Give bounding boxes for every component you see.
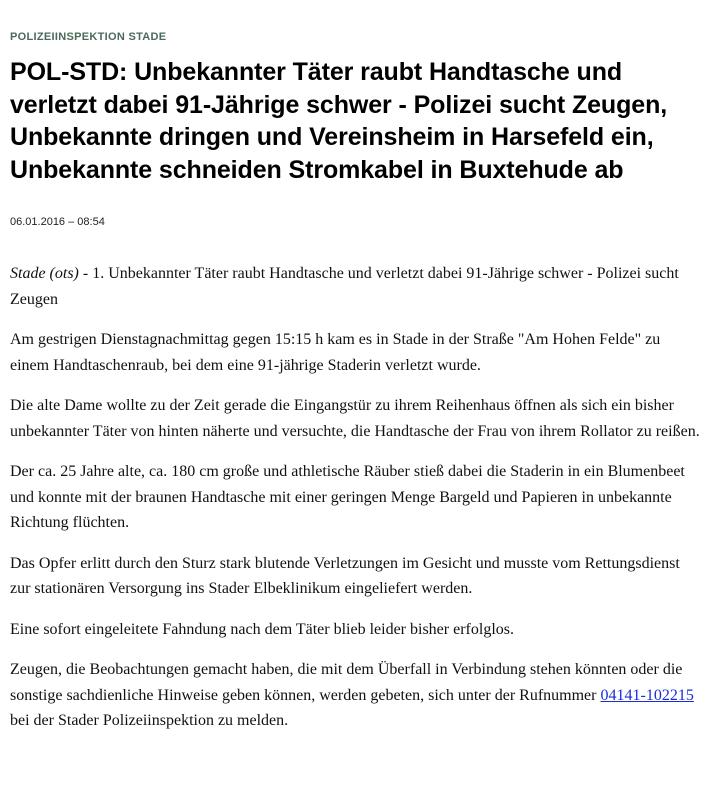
lead-paragraph bbox=[10, 261, 700, 312]
place-of-origin: Stade (ots) bbox=[10, 265, 79, 282]
contact-text-after: bei der Stader Polizeiinspektion zu melden. bbox=[10, 712, 289, 729]
article-kicker[interactable]: POLIZEIINSPEKTION STADE bbox=[10, 31, 167, 43]
lead-text: - 1. Unbekannter Täter raubt Handtasche und verletzt dabei 91-Jährige schwer - Polizei sucht Zeugen bbox=[10, 265, 679, 308]
body-paragraph-contact bbox=[10, 657, 700, 734]
article-headline: POL-STD: Unbekannter Täter raubt Handtasche und verletzt dabei 91-Jährige schwer - Polizei sucht Zeugen, Unbekannte dringen und Vereinsheim in Harsefeld ein, Unbekannte schneiden Stromkabel in Buxtehude ab bbox=[10, 58, 668, 184]
body-paragraph: Die alte Dame wollte zu der Zeit gerade die Eingangstür zu ihrem Reihenhaus öffnen als sich ein bisher unbekannter Täter von hinten näherte und versuchte, die Handtasche der Frau von ihrem Rollator zu reißen. bbox=[10, 397, 700, 440]
body-paragraph: Am gestrigen Dienstagnachmittag gegen 15:15 h kam es in Stade in der Straße "Am Hohen Felde" zu einem Handtaschenraub, bei dem eine 91-jährige Staderin verletzt wurde. bbox=[10, 331, 661, 374]
article-body bbox=[10, 261, 700, 734]
body-paragraph: Eine sofort eingeleitete Fahndung nach dem Täter blieb leider bisher erfolglos. bbox=[10, 620, 514, 638]
contact-text-before: Zeugen, die Beobachtungen gemacht haben, die mit dem Überfall in Verbindung stehen könnten oder die sonstige sachdienliche Hinweise geben können, werden gebeten, sich unter der Rufnummer bbox=[10, 661, 683, 704]
phone-number-link[interactable]: 04141-102215 bbox=[600, 686, 694, 704]
body-paragraph: Der ca. 25 Jahre alte, ca. 180 cm große und athletische Räuber stieß dabei die Staderin in ein Blumenbeet und konnte mit der braunen Handtasche mit einer geringen Menge Bargeld und Papieren in unbekannte Richtung flüchten. bbox=[10, 463, 685, 531]
article-dateline: 06.01.2016 – 08:54 bbox=[10, 216, 105, 228]
body-paragraph: Das Opfer erlitt durch den Sturz stark blutende Verletzungen im Gesicht und musste vom Rettungsdienst zur stationären Versorgung ins Stader Elbeklinikum eingeliefert werden. bbox=[10, 554, 680, 597]
